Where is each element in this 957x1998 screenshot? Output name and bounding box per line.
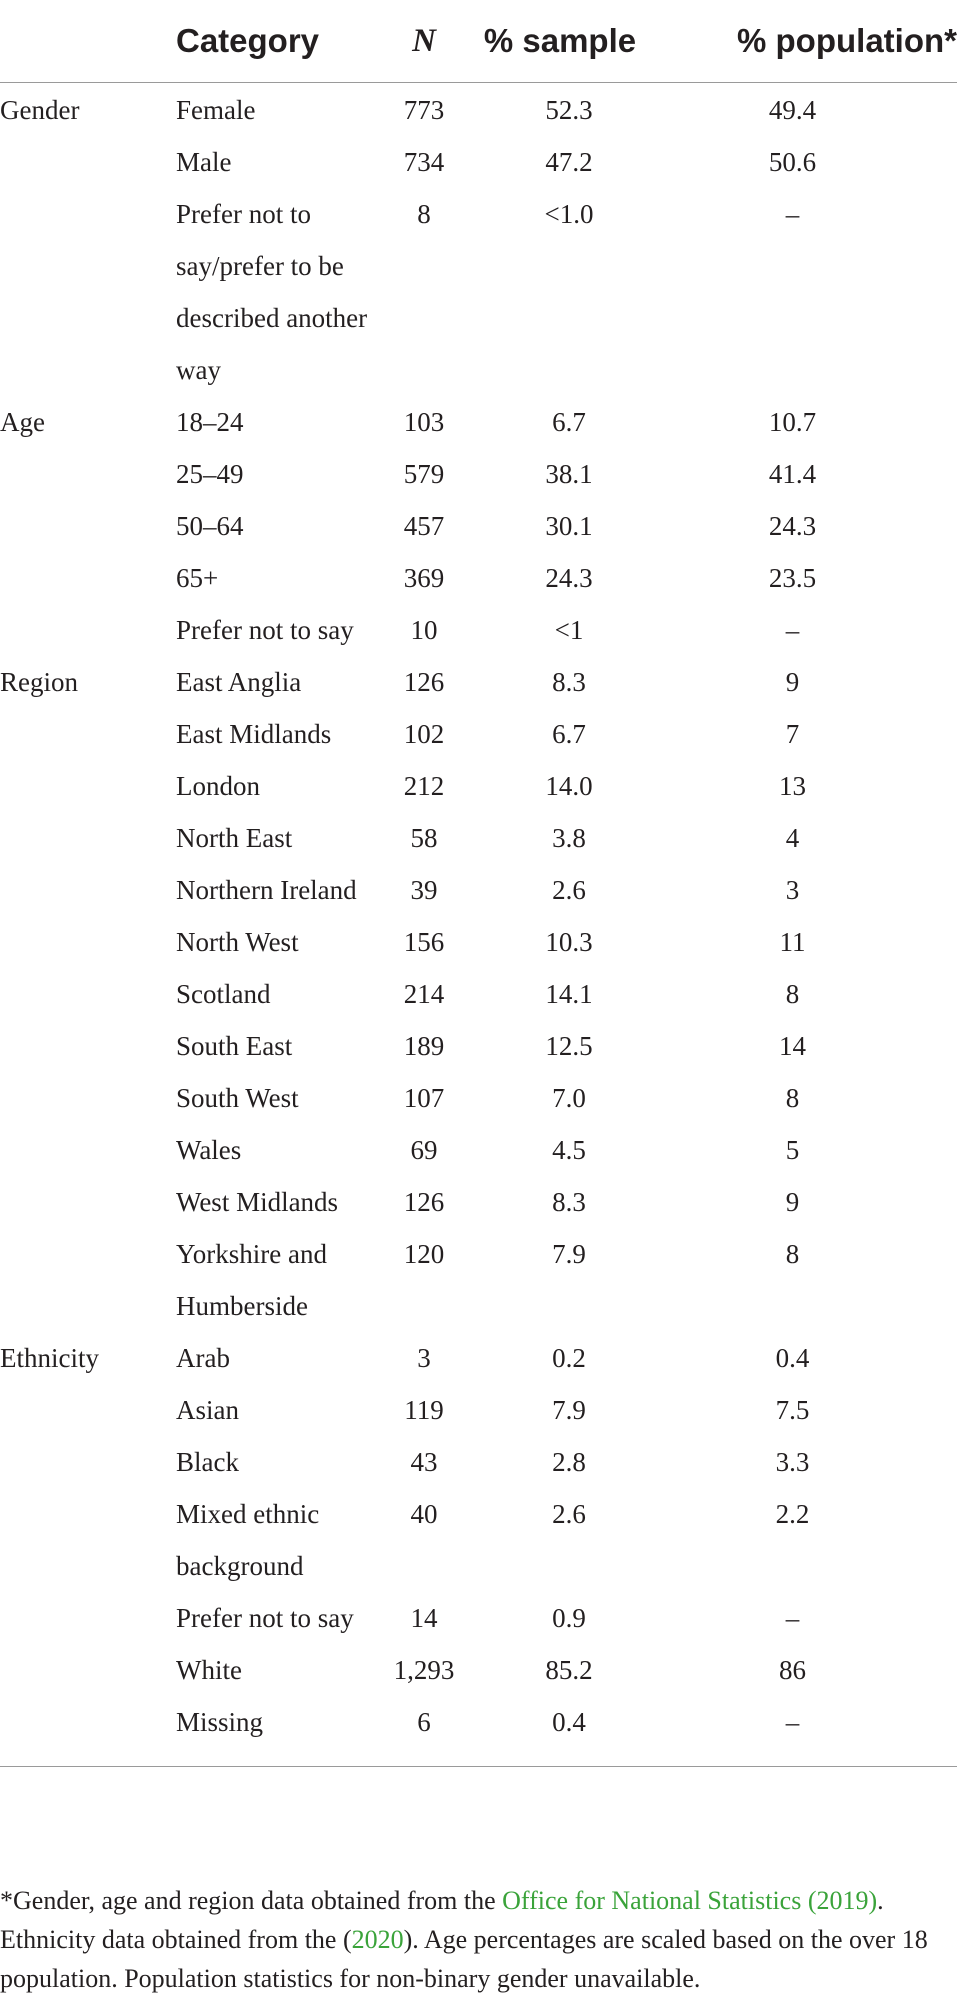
ons-2019-link[interactable]: Office for National Statistics (2019) <box>502 1886 878 1915</box>
cell-group: Ethnicity <box>0 1343 99 1373</box>
cell-n: 212 <box>403 771 445 801</box>
table-row <box>0 136 957 188</box>
cell-category: Mixed ethnic background <box>176 1499 320 1581</box>
cell-population: 14 <box>779 1031 806 1061</box>
cell-category: East Anglia <box>176 667 302 697</box>
cell-population: 50.6 <box>768 147 817 177</box>
table-bottom-rule <box>0 1766 957 1767</box>
cell-category: Male <box>176 147 232 177</box>
cell-population: 8 <box>785 979 800 1009</box>
cell-population: 8 <box>785 1083 800 1113</box>
cell-sample: 14.0 <box>545 771 593 801</box>
cell-category: South West <box>176 1083 299 1113</box>
cell-n: 1,293 <box>393 1655 455 1685</box>
table-row <box>0 1436 957 1488</box>
table-row <box>0 1228 957 1332</box>
cell-population: – <box>785 199 800 229</box>
cell-population: 3 <box>785 875 800 905</box>
cell-category: South East <box>176 1031 293 1061</box>
header-population: % population* <box>648 0 957 83</box>
table-row <box>0 604 957 656</box>
cell-group <box>0 500 176 552</box>
cell-group: Age <box>0 407 45 437</box>
cell-n: 3 <box>417 1343 431 1373</box>
cell-population: 10.7 <box>768 407 817 437</box>
cell-population: 7 <box>785 719 800 749</box>
cell-n: 369 <box>403 563 445 593</box>
cell-group <box>0 552 176 604</box>
table-row <box>0 1592 957 1644</box>
cell-group <box>0 864 176 916</box>
cell-n: 773 <box>403 95 445 125</box>
header-sample: % sample <box>472 0 648 83</box>
cell-sample: <1.0 <box>544 199 594 229</box>
cell-category: Northern Ireland <box>176 875 357 905</box>
cell-population: 3.3 <box>775 1447 810 1477</box>
cell-population: 5 <box>785 1135 800 1165</box>
cell-n: 8 <box>417 199 431 229</box>
table-row <box>0 1332 957 1384</box>
cell-n: 457 <box>403 511 445 541</box>
cell-sample: 38.1 <box>545 459 593 489</box>
table-row <box>0 396 957 448</box>
cell-population: 9 <box>785 667 800 697</box>
cell-group <box>0 1228 176 1332</box>
table-row <box>0 448 957 500</box>
footnote-text-3: ). Age percentages are scaled based on the over 18 population. Population statistics for non-binary gender unavailable. <box>0 1925 928 1993</box>
cell-category: Black <box>176 1447 239 1477</box>
cell-category: Asian <box>176 1395 239 1425</box>
cell-group <box>0 968 176 1020</box>
cell-group <box>0 1488 176 1592</box>
cell-category: Prefer not to say <box>176 1603 354 1633</box>
table-row <box>0 864 957 916</box>
cell-group <box>0 1436 176 1488</box>
cell-group <box>0 1696 176 1766</box>
table-row <box>0 760 957 812</box>
cell-n: 6 <box>417 1707 431 1737</box>
cell-n: 14 <box>410 1603 438 1633</box>
table-row <box>0 552 957 604</box>
cell-sample: 2.6 <box>552 875 586 905</box>
cell-n: 102 <box>403 719 445 749</box>
cell-sample: 47.2 <box>545 147 593 177</box>
cell-population: 86 <box>779 1655 806 1685</box>
cell-group <box>0 812 176 864</box>
cell-group: Region <box>0 667 78 697</box>
table-row <box>0 812 957 864</box>
table-row <box>0 1644 957 1696</box>
cell-category: 18–24 <box>176 407 244 437</box>
cell-category: Prefer not to say/prefer to be described another way <box>176 199 368 385</box>
cell-n: 119 <box>404 1395 444 1425</box>
table-row <box>0 1072 957 1124</box>
cell-population: 7.5 <box>775 1395 810 1425</box>
header-category: Category <box>176 0 376 83</box>
cell-group <box>0 1072 176 1124</box>
cell-sample: 14.1 <box>545 979 593 1009</box>
table-body <box>0 83 957 1767</box>
cell-population: 0.4 <box>775 1343 810 1373</box>
cell-sample: 85.2 <box>545 1655 593 1685</box>
cell-sample: 6.7 <box>552 719 586 749</box>
cell-population: 9 <box>785 1187 800 1217</box>
cell-category: White <box>176 1655 242 1685</box>
cell-n: 126 <box>403 667 445 697</box>
cell-group <box>0 448 176 500</box>
table-row <box>0 1488 957 1592</box>
cell-category: Prefer not to say <box>176 615 354 645</box>
table-row <box>0 1124 957 1176</box>
cell-n: 43 <box>410 1447 438 1477</box>
cell-sample: 10.3 <box>545 927 593 957</box>
table-row <box>0 188 957 396</box>
cell-sample: 8.3 <box>552 667 586 697</box>
cell-group <box>0 1124 176 1176</box>
cell-group <box>0 1384 176 1436</box>
cell-group <box>0 1644 176 1696</box>
cell-n: 10 <box>410 615 438 645</box>
cell-category: North West <box>176 927 299 957</box>
cell-n: 189 <box>403 1031 445 1061</box>
cell-n: 156 <box>403 927 445 957</box>
cell-population: 41.4 <box>768 459 817 489</box>
cell-category: West Midlands <box>176 1187 339 1217</box>
cell-group <box>0 604 176 656</box>
cell-group <box>0 136 176 188</box>
table-row <box>0 500 957 552</box>
cell-category: Yorkshire and Humberside <box>176 1239 328 1321</box>
cell-category: 65+ <box>176 563 219 593</box>
cell-sample: 52.3 <box>545 95 593 125</box>
cell-group <box>0 1020 176 1072</box>
cell-group <box>0 760 176 812</box>
cell-n: 120 <box>403 1239 445 1269</box>
table-row <box>0 1384 957 1436</box>
cell-n: 39 <box>410 875 438 905</box>
header-group <box>0 0 176 83</box>
cell-group <box>0 1592 176 1644</box>
cell-population: – <box>785 1603 800 1633</box>
cell-sample: 3.8 <box>552 823 586 853</box>
cell-category: 25–49 <box>176 459 244 489</box>
cell-population: – <box>785 1707 800 1737</box>
table-row <box>0 1696 957 1766</box>
footnote-text-2: . Ethnicity data obtained from the ( <box>0 1886 884 1954</box>
cell-sample: 8.3 <box>552 1187 586 1217</box>
table-row <box>0 1020 957 1072</box>
cell-category: Missing <box>176 1707 264 1737</box>
cell-population: 13 <box>779 771 806 801</box>
cell-category: 50–64 <box>176 511 244 541</box>
cell-population: 11 <box>779 927 806 957</box>
cell-n: 58 <box>410 823 438 853</box>
cell-sample: 12.5 <box>545 1031 593 1061</box>
cell-population: 4 <box>785 823 800 853</box>
cell-population: 23.5 <box>768 563 817 593</box>
cell-sample: 6.7 <box>552 407 586 437</box>
cell-sample: 4.5 <box>552 1135 586 1165</box>
cell-group: Gender <box>0 95 80 125</box>
cell-population: 2.2 <box>775 1499 810 1529</box>
table-row <box>0 83 957 137</box>
cell-category: Female <box>176 95 256 125</box>
cell-n: 126 <box>403 1187 445 1217</box>
cell-n: 214 <box>403 979 445 1009</box>
cell-n: 69 <box>410 1135 438 1165</box>
table-row <box>0 1176 957 1228</box>
cell-n: 103 <box>403 407 445 437</box>
footnote-text-1: *Gender, age and region data obtained from the <box>0 1886 503 1915</box>
cell-n: 579 <box>403 459 445 489</box>
cell-category: North East <box>176 823 293 853</box>
table-row <box>0 968 957 1020</box>
cell-sample: 2.8 <box>552 1447 586 1477</box>
cell-population: – <box>785 615 800 645</box>
cell-sample: 24.3 <box>545 563 593 593</box>
cell-sample: 2.6 <box>552 1499 586 1529</box>
cell-category: Wales <box>176 1135 242 1165</box>
cell-n: 107 <box>403 1083 445 1113</box>
cell-n: 734 <box>403 147 445 177</box>
cell-sample: 7.9 <box>552 1239 586 1269</box>
ethnicity-2020-link[interactable]: 2020 <box>351 1925 404 1954</box>
header-n: N <box>376 0 472 83</box>
cell-population: 49.4 <box>768 95 817 125</box>
table-footnote <box>0 1881 957 1998</box>
table-row <box>0 656 957 708</box>
cell-sample: 7.9 <box>552 1395 586 1425</box>
cell-population: 24.3 <box>768 511 817 541</box>
cell-sample: 30.1 <box>545 511 593 541</box>
table-row <box>0 708 957 760</box>
cell-sample: <1 <box>554 615 584 645</box>
table-row <box>0 916 957 968</box>
cell-population: 8 <box>785 1239 800 1269</box>
cell-group <box>0 916 176 968</box>
cell-category: East Midlands <box>176 719 332 749</box>
cell-group <box>0 188 176 396</box>
cell-category: London <box>176 771 260 801</box>
cell-category: Arab <box>176 1343 230 1373</box>
cell-sample: 0.9 <box>552 1603 586 1633</box>
cell-sample: 7.0 <box>552 1083 586 1113</box>
cell-sample: 0.4 <box>552 1707 586 1737</box>
cell-group <box>0 1176 176 1228</box>
cell-category: Scotland <box>176 979 271 1009</box>
table-header-row <box>0 0 957 83</box>
cell-sample: 0.2 <box>552 1343 586 1373</box>
cell-group <box>0 708 176 760</box>
cell-n: 40 <box>410 1499 438 1529</box>
